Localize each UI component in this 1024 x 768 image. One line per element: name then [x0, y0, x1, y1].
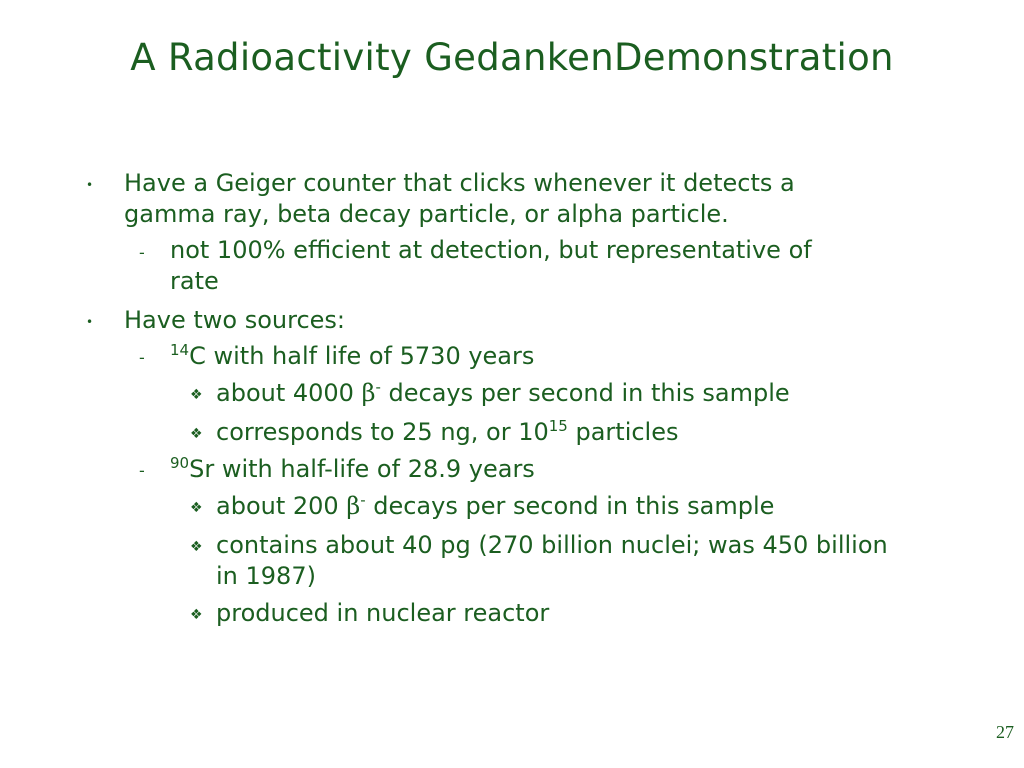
item-text: about 4000 [216, 379, 362, 407]
item-text: decays per second in this sample [380, 379, 790, 407]
diamond-bullet-icon: ❖ [190, 539, 203, 555]
diamond-bullet-icon: ❖ [190, 387, 203, 403]
item-sr90-source: produced in nuclear reactor [216, 599, 550, 627]
isotope-mass-number: 90 [170, 454, 190, 472]
diamond-bullet-icon: ❖ [190, 426, 203, 442]
item-sr90-mass: contains about 40 pg (270 billion nuclei; was 450 billion [216, 531, 888, 559]
sub-bullet-text: not 100% efficient at detection, but representative of [170, 236, 812, 264]
bullet-marker: • [86, 178, 94, 192]
sub-bullet-marker: - [139, 461, 145, 480]
sub-bullet-text: C with half life of 5730 years [189, 342, 535, 370]
isotope-mass-number: 14 [170, 341, 190, 359]
sub-bullet-marker: - [139, 243, 145, 262]
beta-minus-sup: - [375, 378, 381, 396]
sub-bullet-marker: - [139, 348, 145, 367]
bullet-text: Have two sources: [124, 306, 345, 334]
beta-minus-sup: - [360, 491, 366, 509]
sub-bullet-sr90 [170, 454, 535, 485]
slide-number: 27 [996, 722, 1014, 742]
exponent: 15 [548, 417, 568, 435]
beta-symbol: β [346, 492, 361, 520]
diamond-bullet-icon: ❖ [190, 607, 203, 623]
item-text: about 200 [216, 492, 347, 520]
bullet-text-continuation: gamma ray, beta decay particle, or alpha particle. [124, 200, 729, 228]
item-text: decays per second in this sample [365, 492, 775, 520]
item-text: corresponds to 25 ng, or 10 [216, 418, 549, 446]
diamond-bullet-icon: ❖ [190, 500, 203, 516]
sub-bullet-text-continuation: rate [170, 267, 219, 295]
bullet-marker: • [86, 315, 94, 329]
slide-title: A Radioactivity GedankenDemonstration [130, 36, 894, 79]
item-sr90-mass-continuation: in 1987) [216, 562, 316, 590]
beta-symbol: β [361, 379, 376, 407]
item-c14-rate [216, 378, 790, 409]
item-text: particles [567, 418, 679, 446]
bullet-text: Have a Geiger counter that clicks whenever it detects a [124, 169, 795, 197]
sub-bullet-c14 [170, 341, 534, 372]
sub-bullet-text: Sr with half-life of 28.9 years [189, 455, 535, 483]
item-sr90-rate [216, 491, 774, 522]
item-c14-mass [216, 417, 679, 448]
